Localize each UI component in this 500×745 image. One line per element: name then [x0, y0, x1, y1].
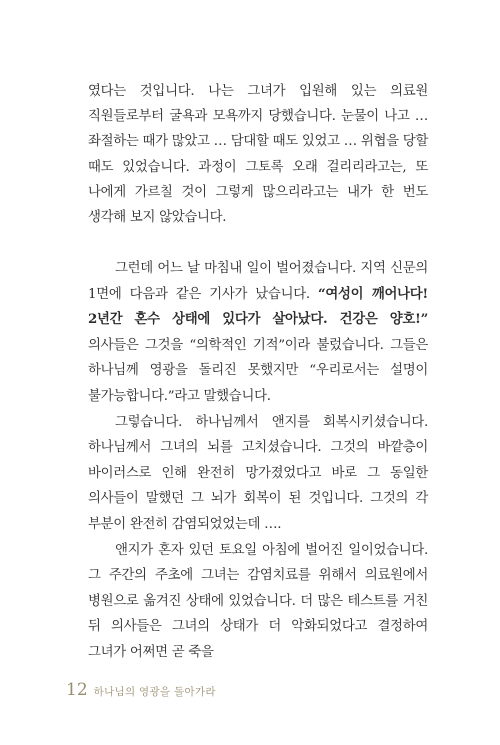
paragraph-newspaper — [88, 256, 428, 410]
paragraph-newspaper-intro: 그런데 어느 날 마침내 일이 벌어졌습니다. 지역 신문의 1면에 다음과 같은 기사가 났습니다. — [88, 261, 428, 302]
paragraph-saturday: 앤지가 혼자 있던 토요일 아침에 벌어진 일이었습니다. 그 주간의 주초에 그녀는 감염치료를 위해서 의료원에서 병원으로 옮겨진 상태에 있었습니다. 더 많은 테스트를 거친 뒤 의사들은 그녀의 상태가 더 악화되었다고 결정하여 그녀가 어쩌면 곧 죽을 — [88, 542, 428, 660]
paragraph-healing: 그렇습니다. 하나님께서 앤지를 회복시키셨습니다. 하나님께서 그녀의 뇌를 고치셨습니다. 그것의 바깥층이 바이러스로 인해 완전히 망가졌었다고 바로 그 동일한 의사들이 말했던 그 뇌가 회복이 된 것입니다. 그것의 각 부분이 완전히 감염되었었는데 …. — [88, 414, 428, 532]
body-text-main — [88, 256, 428, 666]
page-number: 12 — [66, 680, 88, 700]
page-footer — [66, 680, 216, 702]
paragraph-continuation: 였다는 것입니다. 나는 그녀가 입원해 있는 의료원 직원들로부터 굴욕과 모욕까지 당했습니다. 눈물이 나고 … 좌절하는 때가 많았고 … 담대할 때도 있었고 … 위협을 당할 때도 있었습니다. 과정이 그토록 오래 걸리리라고는, 또 나에게 가르칠 것이 그렇게 많으리라고는 내가 한 번도 생각해 보지 않았습니다. — [88, 84, 428, 226]
headline-quote: “여성이 깨어나다! 2년간 혼수 상태에 있다가 살아났다. 건강은 양호!” — [88, 285, 428, 328]
body-text-top — [88, 79, 428, 230]
paragraph-newspaper-rest: 의사들은 그것을 “의학적인 기적”이라 불렀습니다. 그들은 하나님께 영광을 돌리진 못했지만 “우리로서는 설명이 불가능합니다.”라고 말했습니다. — [88, 337, 428, 404]
running-title: 하나님의 영광을 돌아가라 — [93, 686, 216, 698]
